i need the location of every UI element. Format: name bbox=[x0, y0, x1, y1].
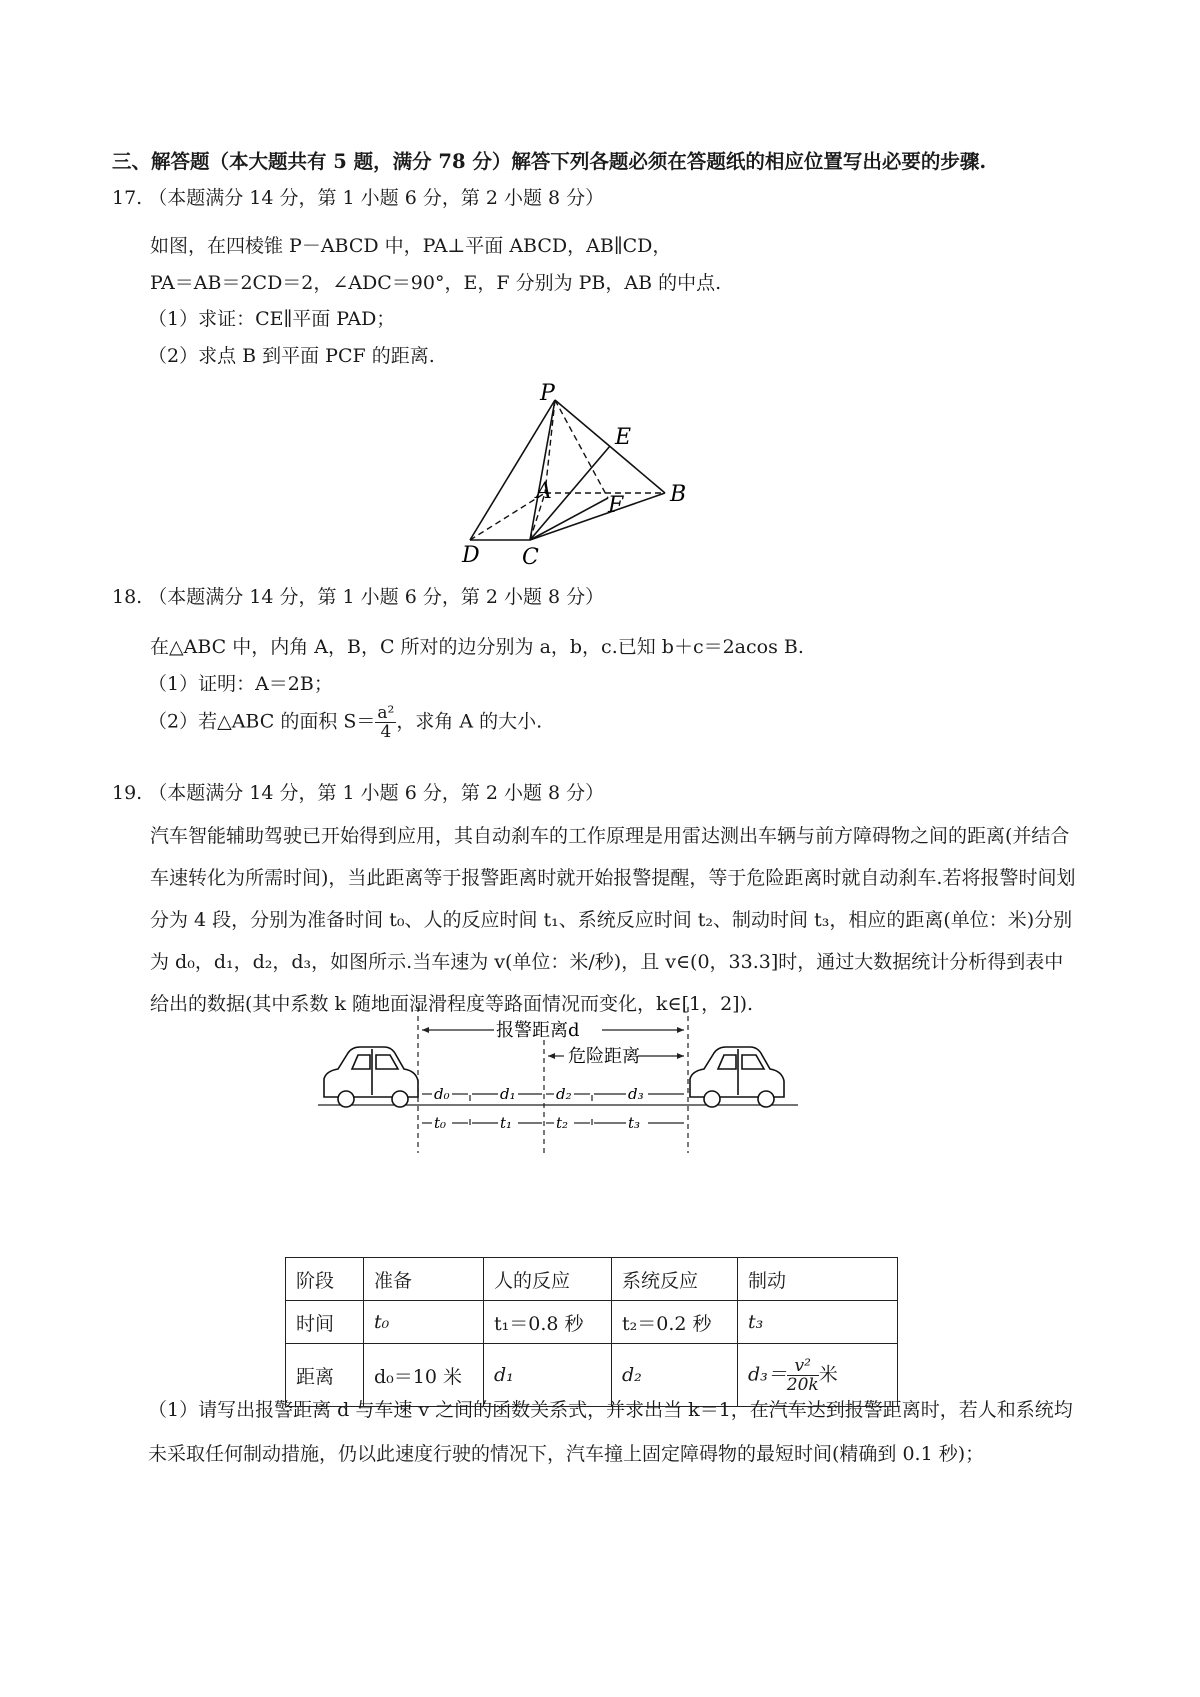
d0-label: d₀ bbox=[434, 1085, 450, 1103]
t2-label: t₂ bbox=[556, 1114, 569, 1132]
t3-label: t₃ bbox=[628, 1114, 641, 1132]
point-label-f: F bbox=[608, 493, 624, 518]
q18-part2-suffix: ，求角 A 的大小. bbox=[396, 710, 543, 733]
d3-formula-prefix: d₃＝ bbox=[748, 1363, 787, 1385]
braking-distance-diagram bbox=[318, 1005, 798, 1155]
pyramid-figure bbox=[460, 380, 740, 570]
table-cell: 人的反应 bbox=[484, 1258, 612, 1301]
vertex-label-d: D bbox=[462, 543, 480, 568]
car-left-icon bbox=[324, 1047, 418, 1107]
vertex-label-p: P bbox=[540, 381, 555, 406]
q19-heading: 19. （本题满分 14 分，第 1 小题 6 分，第 2 小题 8 分） bbox=[112, 782, 605, 804]
table-cell: 阶段 bbox=[286, 1258, 364, 1301]
q17-heading: 17. （本题满分 14 分，第 1 小题 6 分，第 2 小题 8 分） bbox=[112, 187, 605, 209]
d3-fraction-denominator: 20k bbox=[786, 1374, 819, 1395]
q18-part1: （1）证明：A＝2B； bbox=[148, 673, 333, 695]
q17-statement-line2: PA＝AB＝2CD＝2，∠ADC＝90°，E，F 分别为 PB，AB 的中点. bbox=[150, 272, 722, 294]
area-fraction bbox=[375, 704, 396, 741]
table-cell: d₀＝10 米 bbox=[364, 1344, 484, 1407]
table-cell: d₁ bbox=[484, 1344, 612, 1407]
t0-label: t₀ bbox=[434, 1114, 447, 1132]
q19-part1: （1）请写出报警距离 d 与车速 v 之间的函数关系式，并求出当 k＝1，在汽车达到报警距离时，若人和系统均未采取任何制动措施，仍以此速度行驶的情况下，汽车撞上固定障碍物的最短时间(精确到 0.1 秒)； bbox=[148, 1399, 1073, 1465]
q17-statement-line1: 如图，在四棱锥 P－ABCD 中，PA⊥平面 ABCD，AB∥CD， bbox=[150, 235, 672, 257]
area-fraction-denominator: 4 bbox=[380, 722, 392, 742]
alarm-distance-label: 报警距离d bbox=[496, 1020, 580, 1041]
vertex-label-a: A bbox=[536, 479, 552, 504]
vertex-label-b: B bbox=[670, 482, 687, 507]
table-cell: t₂＝0.2 秒 bbox=[612, 1301, 738, 1344]
table-cell: 距离 bbox=[286, 1344, 364, 1407]
q18-statement: 在△ABC 中，内角 A，B，C 所对的边分别为 a，b，c.已知 b＋c＝2acos B. bbox=[150, 636, 804, 658]
table-row bbox=[286, 1258, 898, 1301]
q19-statement: 汽车智能辅助驾驶已开始得到应用，其自动刹车的工作原理是用雷达测出车辆与前方障碍物之间的距离(并结合车速转化为所需时间)，当此距离等于报警距离时就开始报警提醒，等于危险距离时就自动刹车.若将报警时间划分为 4 段，分别为准备时间 t₀、人的反应时间 t₁、系统反应时间 t₂、制动时间 t₃，相应的距离(单位：米)分别为 d₀，d₁，d₂，d₃，如图所示.当车速为 v(单位：米/秒)，且 v∈(0，33.3]时，通过大数据统计分析得到表中给出的数据(其中系数 k 随地面湿滑程度等路面情况而变化，k∈[1，2]). bbox=[150, 825, 1076, 1015]
d3-formula-suffix: 米 bbox=[818, 1363, 838, 1385]
car-right-icon bbox=[690, 1047, 784, 1107]
q18-part2-prefix: （2）若△ABC 的面积 S＝ bbox=[148, 710, 376, 733]
table-cell: 制动 bbox=[738, 1258, 898, 1301]
table-cell: 准备 bbox=[364, 1258, 484, 1301]
table-row bbox=[286, 1301, 898, 1344]
table-cell: t₁＝0.8 秒 bbox=[484, 1301, 612, 1344]
table-cell: d₂ bbox=[612, 1344, 738, 1407]
d3-fraction-numerator: v² bbox=[787, 1357, 819, 1376]
table-cell: t₃ bbox=[738, 1301, 898, 1344]
danger-distance-label: 危险距离 bbox=[568, 1046, 640, 1067]
point-label-e: E bbox=[615, 425, 632, 450]
t1-label: t₁ bbox=[500, 1114, 513, 1132]
d2-label: d₂ bbox=[556, 1085, 572, 1103]
q18-heading: 18. （本题满分 14 分，第 1 小题 6 分，第 2 小题 8 分） bbox=[112, 586, 605, 608]
d3-label: d₃ bbox=[628, 1085, 644, 1103]
d1-label: d₁ bbox=[500, 1085, 516, 1103]
table-cell: 时间 bbox=[286, 1301, 364, 1344]
area-fraction-numerator: a² bbox=[377, 703, 395, 723]
section-header: 三、解答题（本大题共有 5 题，满分 78 分）解答下列各题必须在答题纸的相应位置写出必要的步骤. bbox=[112, 150, 987, 173]
q18-part2 bbox=[148, 704, 542, 741]
table-cell: t₀ bbox=[364, 1301, 484, 1344]
q17-part2: （2）求点 B 到平面 PCF 的距离. bbox=[148, 345, 435, 367]
table-cell: 系统反应 bbox=[612, 1258, 738, 1301]
vertex-label-c: C bbox=[522, 545, 539, 570]
q17-part1: （1）求证：CE∥平面 PAD； bbox=[148, 308, 396, 330]
data-table bbox=[285, 1257, 898, 1407]
